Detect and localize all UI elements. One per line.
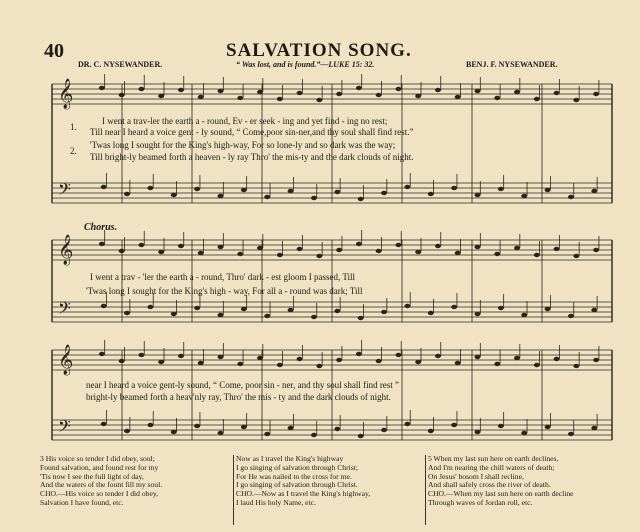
stanza-line: Through waves of Jordan roll, etc. <box>428 497 533 507</box>
note-head <box>545 307 551 311</box>
note-head <box>336 92 342 96</box>
note-head <box>514 246 520 250</box>
note-head <box>514 356 520 360</box>
note-head <box>451 305 457 309</box>
note-head <box>545 425 551 429</box>
note-head <box>568 314 574 318</box>
note-head <box>277 363 283 367</box>
note-head <box>568 195 574 199</box>
note-head <box>415 360 421 364</box>
note-head <box>119 249 125 253</box>
note-head <box>428 429 434 433</box>
note-head <box>264 314 270 318</box>
note-head <box>451 423 457 427</box>
stanza-line: Now as I travel the King's highway <box>236 454 344 463</box>
note-head <box>311 433 317 437</box>
note-head <box>376 93 382 97</box>
stanza-line: CHO.—When my last sun here on earth decline <box>428 489 574 499</box>
note-head <box>521 194 527 198</box>
note-head <box>171 312 177 316</box>
note-head <box>334 309 340 313</box>
note-head <box>124 311 130 315</box>
note-head <box>534 97 540 101</box>
chorus-label: Chorus. <box>84 222 118 233</box>
stanza-line: Found salvation, and found rest for my <box>40 462 159 472</box>
stanza-column <box>428 455 620 508</box>
note-head <box>288 308 294 312</box>
note-head <box>158 360 164 364</box>
note-head <box>334 190 340 194</box>
note-head <box>119 93 125 97</box>
scripture-reference: “ Was lost, and is found.”—LUKE 15: 32. <box>236 60 375 69</box>
note-head <box>316 98 322 102</box>
note-head <box>358 197 364 201</box>
note-head <box>494 96 500 100</box>
treble-clef-icon: 𝄞 <box>58 79 74 109</box>
treble-clef-icon: 𝄞 <box>58 345 74 375</box>
note-head <box>264 195 270 199</box>
note-head <box>404 304 410 308</box>
note-head <box>138 243 144 247</box>
note-head <box>264 432 270 436</box>
note-head <box>288 189 294 193</box>
stanza-line: And shall safely cross the river of death. <box>428 480 551 490</box>
column-divider <box>425 455 426 525</box>
stanza-column <box>236 455 426 508</box>
stanza-line: And the waters of the fount fill my soul. <box>40 480 163 490</box>
lyric-line: I went a trav-ler the earth a - round, Ev - er seek - ing and yet find - ing no rest; <box>102 116 388 126</box>
stanza-line: 5 When my last sun here on earth declines, <box>428 454 559 463</box>
note-head <box>147 305 153 309</box>
note-head <box>241 307 247 311</box>
note-head <box>381 310 387 314</box>
note-head <box>257 246 263 250</box>
composer-right: BENJ. F. NYSEWANDER. <box>466 60 558 69</box>
lyric-line: I went a trav - 'ler the earth a - round, Thro' dark - est gloom I passed, Till <box>90 272 356 282</box>
note-head <box>498 187 504 191</box>
note-head <box>475 430 481 434</box>
bass-clef-icon: 𝄢 <box>58 298 71 322</box>
note-head <box>257 356 263 360</box>
note-head <box>573 98 579 102</box>
note-head <box>237 96 243 100</box>
note-head <box>194 424 200 428</box>
note-head <box>218 194 224 198</box>
note-head <box>428 192 434 196</box>
note-head <box>336 248 342 252</box>
additional-stanzas <box>40 455 620 531</box>
bass-clef-icon: 𝄢 <box>58 416 71 440</box>
note-head <box>475 312 481 316</box>
note-head <box>194 187 200 191</box>
note-head <box>554 91 560 95</box>
note-head <box>124 192 130 196</box>
note-head <box>573 254 579 258</box>
note-head <box>475 245 481 249</box>
column-divider <box>233 455 234 525</box>
note-head <box>534 363 540 367</box>
note-head <box>316 254 322 258</box>
stanza-line: For He was nailed to the cross for me. <box>236 471 352 481</box>
note-head <box>237 252 243 256</box>
treble-clef-icon: 𝄞 <box>58 235 74 265</box>
note-head <box>415 250 421 254</box>
note-head <box>178 244 184 248</box>
lyric-line: Till near I heard a voice gent - ly sound, “ Come,poor sin-ner,and thy soul shall find rest.” <box>90 127 414 137</box>
note-head <box>435 354 441 358</box>
note-head <box>237 362 243 366</box>
note-head <box>147 186 153 190</box>
note-head <box>573 364 579 368</box>
verse-number-2: 2. <box>70 146 77 156</box>
note-head <box>404 422 410 426</box>
note-head <box>257 90 263 94</box>
stanza-line: I laud His holy Name, etc. <box>236 497 316 507</box>
note-head <box>514 90 520 94</box>
note-head <box>428 311 434 315</box>
note-head <box>311 196 317 200</box>
note-head <box>288 426 294 430</box>
note-head <box>521 313 527 317</box>
note-head <box>178 88 184 92</box>
note-head <box>358 434 364 438</box>
note-head <box>395 87 401 91</box>
note-head <box>381 191 387 195</box>
note-head <box>435 244 441 248</box>
note-head <box>475 193 481 197</box>
stanza-line: CHO.—His voice so tender I did obey, <box>40 489 159 499</box>
note-head <box>356 242 362 246</box>
note-head <box>194 306 200 310</box>
note-head <box>101 304 107 308</box>
note-head <box>218 355 224 359</box>
note-head <box>277 253 283 257</box>
note-head <box>297 357 303 361</box>
note-head <box>218 313 224 317</box>
lyric-line: 'Twas long I sought for the King's high-way, For so lone-ly and so dark was the way; <box>90 140 396 150</box>
note-head <box>451 186 457 190</box>
note-head <box>554 357 560 361</box>
note-head <box>593 92 599 96</box>
note-head <box>545 188 551 192</box>
stanza-line: I go singing of salvation through Christ; <box>236 462 358 472</box>
lyric-line: 'Twas long I sought for the King's high - way, For all a - round was dark; Till <box>86 286 363 296</box>
note-head <box>334 427 340 431</box>
note-head <box>198 95 204 99</box>
note-head <box>297 91 303 95</box>
note-head <box>498 424 504 428</box>
note-head <box>158 250 164 254</box>
note-head <box>356 352 362 356</box>
note-head <box>138 87 144 91</box>
note-head <box>376 249 382 253</box>
note-head <box>158 94 164 98</box>
note-head <box>241 188 247 192</box>
note-head <box>591 189 597 193</box>
note-head <box>241 425 247 429</box>
bass-clef-icon: 𝄢 <box>58 179 71 203</box>
note-head <box>395 243 401 247</box>
stanza-line: Salvation I have found, etc. <box>40 497 124 507</box>
note-head <box>435 88 441 92</box>
note-head <box>101 422 107 426</box>
note-head <box>494 252 500 256</box>
stanza-line: On Jesus' bosom I shall recline, <box>428 471 524 481</box>
note-head <box>554 247 560 251</box>
note-head <box>591 426 597 430</box>
note-head <box>297 247 303 251</box>
note-head <box>498 306 504 310</box>
note-head <box>277 97 283 101</box>
note-head <box>311 315 317 319</box>
note-head <box>99 242 105 246</box>
page-number: 40 <box>44 40 64 62</box>
note-head <box>119 359 125 363</box>
note-head <box>415 94 421 98</box>
note-head <box>99 352 105 356</box>
stanza-column <box>40 455 235 508</box>
note-head <box>521 431 527 435</box>
stanza-line: CHO.—Now as I travel the King's highway, <box>236 489 371 499</box>
note-head <box>455 251 461 255</box>
lyric-line: near I heard a voice gent-ly sound, “ Come, poor sin - ner, and thy soul shall find rest ” <box>86 380 400 390</box>
note-head <box>336 358 342 362</box>
note-head <box>381 428 387 432</box>
stanza-line: I go singing of salvation through Christ. <box>236 480 358 490</box>
note-head <box>404 185 410 189</box>
lyric-line: Till bright-ly beamed forth a heaven - ly ray Thro' the mis-ty and the dark clouds of night. <box>90 152 414 162</box>
note-head <box>218 245 224 249</box>
note-head <box>593 248 599 252</box>
note-head <box>316 364 322 368</box>
note-head <box>593 358 599 362</box>
note-head <box>198 361 204 365</box>
song-title: SALVATION SONG. <box>226 40 412 61</box>
note-head <box>171 193 177 197</box>
note-head <box>178 354 184 358</box>
note-head <box>591 308 597 312</box>
note-head <box>138 353 144 357</box>
note-head <box>475 89 481 93</box>
note-head <box>455 361 461 365</box>
composer-left: DR. C. NYSEWANDER. <box>78 60 163 69</box>
note-head <box>376 359 382 363</box>
note-head <box>494 362 500 366</box>
note-head <box>147 423 153 427</box>
note-head <box>99 86 105 90</box>
note-head <box>124 429 130 433</box>
stanza-line: 'Tis now I see the full light of day, <box>40 471 144 481</box>
verse-number-1: 1. <box>70 122 77 132</box>
note-head <box>198 251 204 255</box>
lyric-line: bright-ly beamed forth a heav'nly ray, Thro' the mis - ty and the dark clouds of night. <box>86 392 391 402</box>
note-head <box>171 430 177 434</box>
note-head <box>455 95 461 99</box>
note-head <box>534 253 540 257</box>
note-head <box>218 89 224 93</box>
note-head <box>395 353 401 357</box>
note-head <box>475 355 481 359</box>
note-head <box>568 432 574 436</box>
note-head <box>218 431 224 435</box>
note-head <box>356 86 362 90</box>
stanza-line: And I'm nearing the chill waters of death; <box>428 462 555 472</box>
note-head <box>101 185 107 189</box>
note-head <box>358 316 364 320</box>
stanza-line: 3 His voice so tender I did obey, soul; <box>40 454 155 463</box>
